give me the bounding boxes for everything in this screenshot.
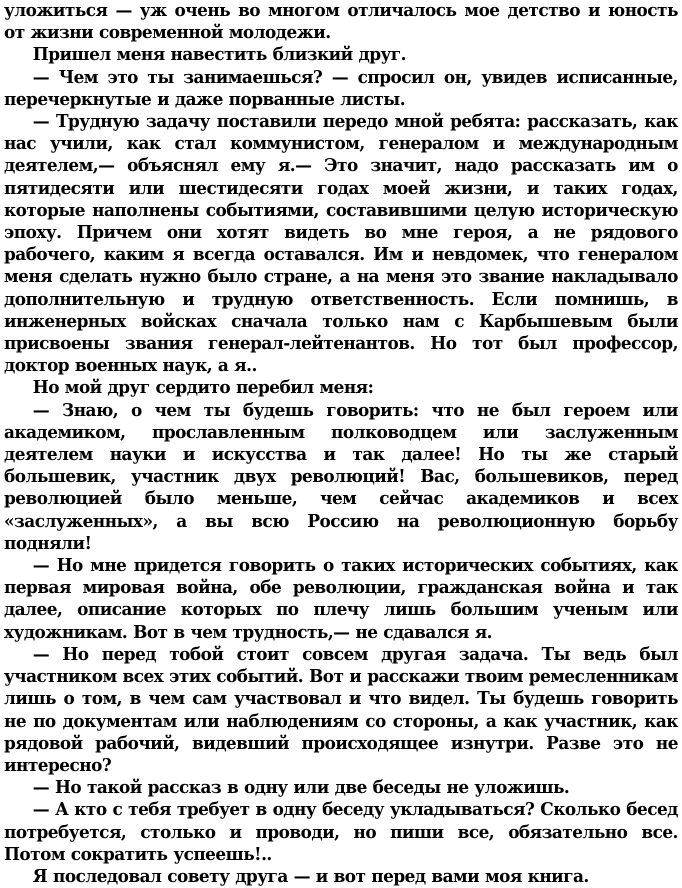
paragraph-10: — А кто с тебя требует в одну беседу укладываться? Сколько бесед потребуется, столько и проводи, но пиши все, обязательно все. Потом сократить успеешь!.. — [4, 799, 678, 865]
paragraph-3: — Чем это ты занимаешься? — спросил он, увидев исписанные, перечеркнутые и даже порванные листы. — [4, 66, 678, 110]
paragraph-1: уложиться — уж очень во многом отличалось мое детство и юность от жизни современной молодежи. — [4, 0, 678, 44]
paragraph-6: — Знаю, о чем ты будешь говорить: что не был героем или академиком, прославленным полководцем или заслуженным деятелем науки и искусства и так далее! Но ты же старый большевик, участник двух революций! Вас, большевиков, перед революцией было меньше, чем сейчас академиков и всех «заслуженных», а вы всю Россию на революционную борьбу подняли! — [4, 399, 678, 554]
paragraph-7: — Но мне придется говорить о таких исторических событиях, как первая мировая война, обе революции, гражданская война и так далее, описание которых по плечу лишь большим ученым или художникам. Вот в чем трудность,— не сдавался я. — [4, 555, 678, 643]
paragraph-5: Но мой друг сердито перебил меня: — [32, 377, 374, 399]
paragraph-4: — Трудную задачу поставили передо мной ребята: рассказать, как нас учили, как стал коммунистом, генералом и международным деятелем,— объяснял ему я.— Это значит, надо рассказать им о пятидесяти или шестидесяти годах моей жизни, и таких годах, которые наполнены событиями, составившими целую историческую эпоху. Причем они хотят видеть во мне героя, а не рядового рабочего, каким я всегда оставался. Им и невдомек, что генералом меня сделать нужно было стране, а на меня это звание накладывало дополнительную и трудную ответственность. Если помнишь, в инженерных войсках сначала только нам с Карбышевым были присвоены звания генерал-лейтенантов. Но тот был профессор, доктор военных наук, а я.. — [4, 111, 678, 377]
paragraph-9: — Но такой рассказ в одну или две беседы не уложишь. — [32, 777, 570, 799]
paragraph-8: — Но перед тобой стоит совсем другая задача. Ты ведь был участником всех этих событий. Вот и расскажи твоим ремесленникам лишь о том, в чем сам участвовал и что видел. Ты будешь говорить не по документам или наблюдениям со стороны, а как участник, как рядовой рабочий, видевший происходящее изнутри. Разве это не интересно? — [4, 643, 678, 776]
paragraph-11: Я последовал совету друга — и вот перед вами моя книга. — [32, 865, 589, 887]
paragraph-2: Пришел меня навестить близкий друг. — [32, 44, 406, 66]
book-page — [4, 0, 678, 887]
